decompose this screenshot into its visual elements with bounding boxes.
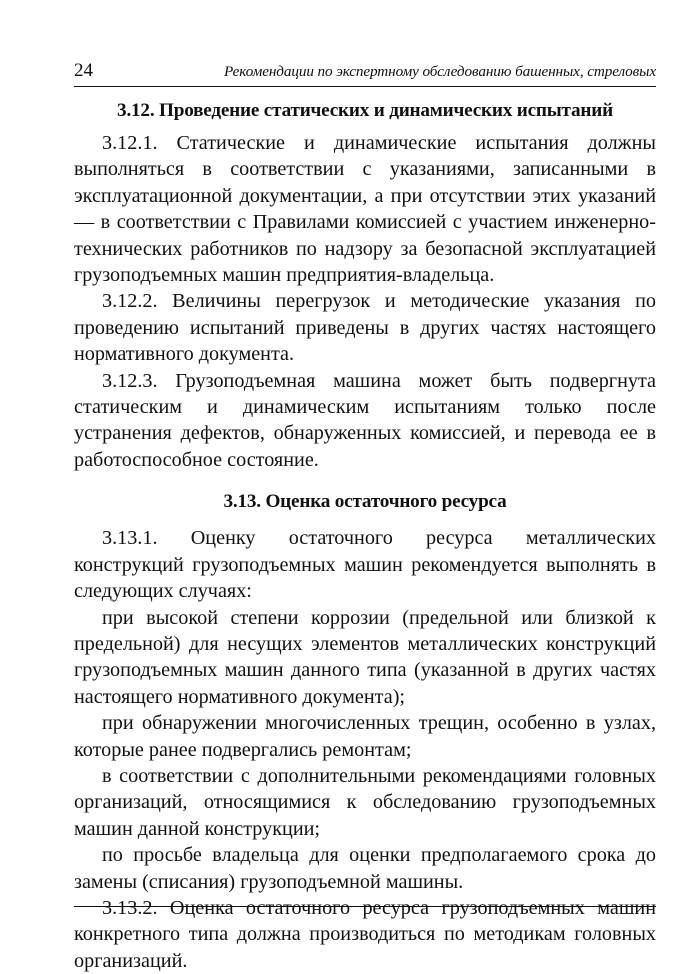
- footer-rule: [74, 906, 656, 907]
- list-item-recommendations: в соответствии с дополнительными рекомендациями головных организаций, относящимися к обследованию грузоподъемных машин данной конструкции;: [74, 764, 656, 840]
- running-header: [74, 60, 656, 87]
- section-heading-3-13: 3.13. Оценка остаточного ресурса: [223, 491, 507, 513]
- page-number: 24: [74, 60, 93, 81]
- paragraph-3-13-2: 3.13.2. Оценка остаточного ресурса грузоподъемных машин конкретного типа должна производиться по методикам головных организаций.: [74, 896, 656, 972]
- paragraph-3-12-1: 3.12.1. Статические и динамические испытания должны выполняться в соответствии с указаниями, записанными в эксплуатационной документации, а при отсутствии этих указаний — в соответствии с Правилами комиссией с участием инженерно-технических работников по надзору за безопасной эксплуатацией грузоподъемных машин предприятия-владельца.: [74, 132, 656, 287]
- paragraph-3-12-2: 3.12.2. Величины перегрузок и методические указания по проведению испытаний приведены в других частях настоящего нормативного документа.: [74, 290, 656, 366]
- section-heading-3-12: 3.12. Проведение статических и динамических испытаний: [117, 100, 613, 121]
- list-item-corrosion: при высокой степени коррозии (предельной или близкой к предельной) для несущих элементов металлических конструкций грузоподъемных машин данного типа (указанной в других частях настоящего нормативного документа);: [74, 606, 656, 708]
- paragraph-3-12-3: 3.12.3. Грузоподъемная машина может быть подвергнута статическим и динамическим испытаниям только после устранения дефектов, обнаруженных комиссией, и перевода ее в работоспособное состояние.: [74, 369, 656, 471]
- list-item-owner-request: по просьбе владельца для оценки предполагаемого срока до замены (списания) грузоподъемной машины.: [74, 844, 656, 893]
- paragraph-3-13-1: 3.13.1. Оценку остаточного ресурса металлических конструкций грузоподъемных машин рекомендуется выполнять в следующих случаях:: [74, 527, 656, 603]
- list-item-cracks: при обнаружении многочисленных трещин, особенно в узлах, которые ранее подвергались ремонтам;: [74, 712, 656, 761]
- running-title: Рекомендации по экспертному обследованию башенных, стреловых: [224, 63, 656, 80]
- document-page: [74, 60, 656, 974]
